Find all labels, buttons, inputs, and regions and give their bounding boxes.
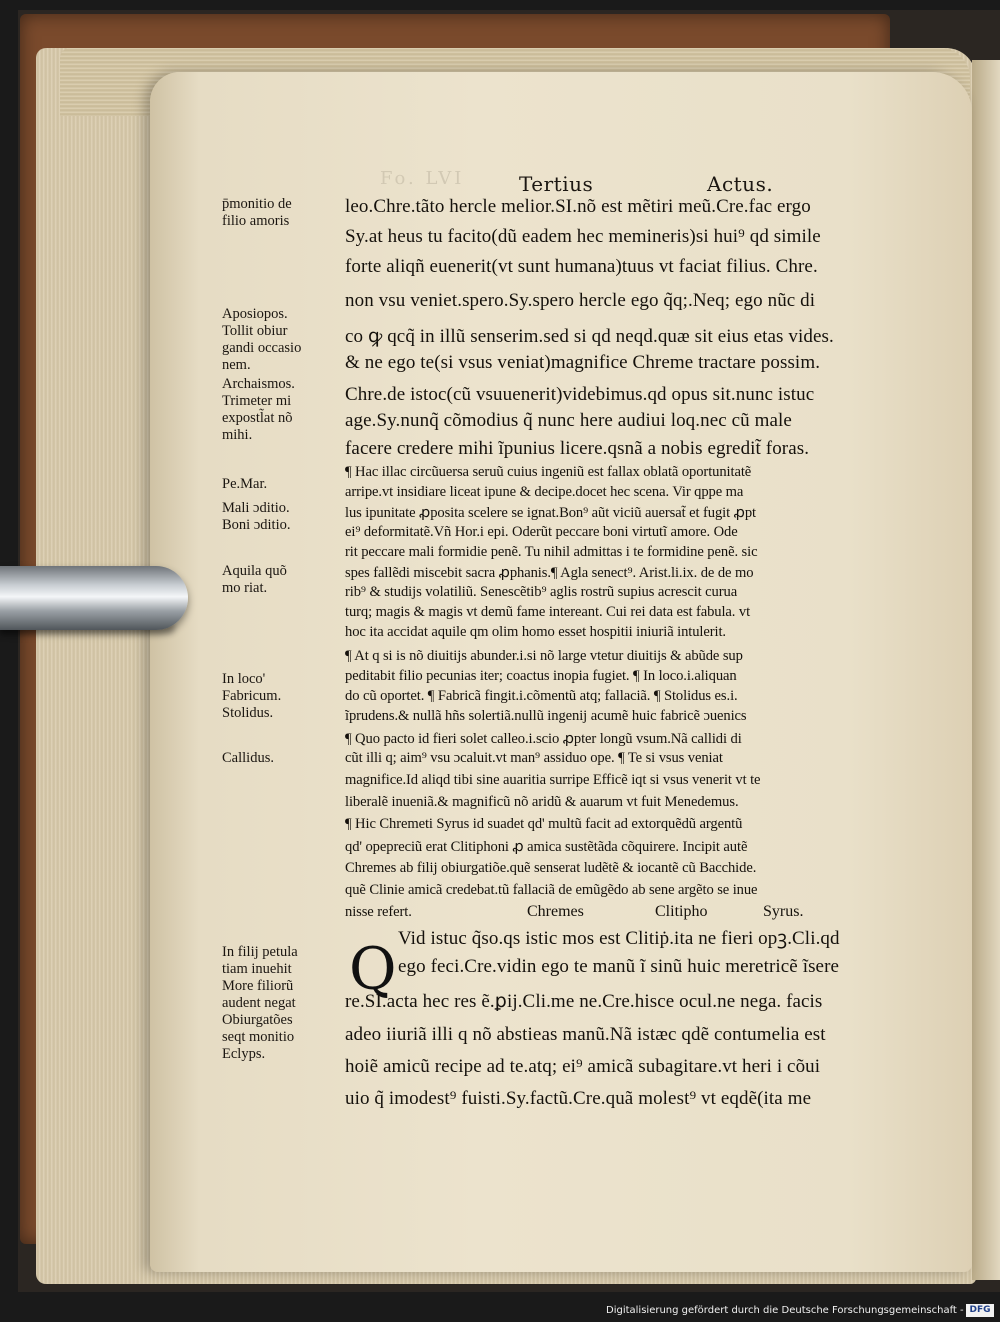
dfg-logo: DFG: [966, 1304, 994, 1317]
commentary-line: turq; magis & magis vt demũ fame intereant. Cui rei data est fabula. vt: [345, 604, 751, 620]
commentary-line: arripe.vt insidiare liceat ipune & decipe.docet hec scena. Vir qppe ma: [345, 484, 744, 500]
margin-note-line: Pe.Mar.: [222, 476, 268, 492]
margin-note-line: Tollit obiur: [222, 323, 288, 339]
margin-note-line: filio amoris: [222, 213, 290, 229]
margin-note-line: audent negat: [222, 995, 296, 1011]
margin-note-line: Obiurgatões: [222, 1012, 293, 1028]
running-header-right: Actus.: [707, 172, 774, 196]
margin-note-line: More filiorũ: [222, 978, 294, 994]
commentary-line: magnifice.Id aliqd tibi sine auaritia surripe Efficẽ iqt si vsus venerit vt te: [345, 772, 761, 788]
margin-note-line: Archaismos.: [222, 376, 295, 392]
margin-note-line: mihi.: [222, 427, 253, 443]
margin-note: [222, 944, 350, 1063]
text-line: age.Sy.nunq̃ cõmodius q̃ nunc here audiui loq.nec cũ male: [345, 410, 792, 431]
margin-note-line: Trimeter mi: [222, 393, 292, 409]
margin-note: [222, 196, 350, 230]
margin-note-line: In filij petula: [222, 944, 298, 960]
margin-note-line: mo riat.: [222, 580, 268, 596]
margin-note-line: seqt monitio: [222, 1029, 295, 1045]
commentary-line: ¶ At q si is nõ diuitijs abunder.i.si nõ large vtetur diuitijs & abũde sup: [345, 648, 743, 664]
margin-note-line: In loco': [222, 671, 266, 687]
running-header-left: Tertius: [519, 172, 594, 196]
commentary-line: ¶ Hac illac circũuersa seruũ cuius ingeniũ est fallax oblatã oportunitatẽ: [345, 464, 752, 480]
margin-note: [222, 750, 350, 767]
commentary-line: hoc ita accidat aquile qm olim homo esset hospitii iniuriã intulerit.: [345, 624, 726, 640]
commentary-line: qd' opepreciũ erat Clitiphoni ꝓ amica sustẽtãda cõquirere. Incipit autẽ: [345, 839, 748, 855]
commentary-line: liberalẽ inueniã.& magnificũ nõ aridũ & auarum vt fuit Menedemus.: [345, 794, 739, 810]
margin-note: [222, 476, 350, 493]
margin-note-line: tiam inuehit: [222, 961, 292, 977]
commentary-line: nisse refert.: [345, 904, 412, 920]
digitization-credit: Digitalisierung gefördert durch die Deutsche Forschungsgemeinschaft -: [606, 1305, 964, 1316]
glass-rod: [0, 566, 188, 630]
scene-line: Vid istuc q̃so.qs istic mos est Clitiṗ.ita ne fieri opꝫ.Cli.qd: [398, 928, 840, 949]
commentary-line: rib⁹ & studijs volatiliũ. Senescẽtib⁹ aglis rostrũ supius acrescit curua: [345, 584, 738, 600]
commentary-line: cũt illi q; aim⁹ vsu ɔcaluit.vt man⁹ assiduo ope. ¶ Te si vsus veniat: [345, 750, 723, 766]
margin-note-line: Callidus.: [222, 750, 274, 766]
commentary-line: peditabit filio pecunias iter; coactus inopia fugiet. ¶ In loco.i.aliquan: [345, 668, 737, 684]
margin-note-line: Mali ɔditio.: [222, 500, 290, 516]
commentary-line: lus ipunitate ꝓposita scelere se ignat.Bon⁹ aũt viciũ auersat̃ et fugit ꝓpt: [345, 505, 756, 521]
text-line: co ꝙ qcq̃ in illũ senserim.sed si qd neqd.quæ sit eius etas vides.: [345, 326, 834, 347]
text-line: facere credere mihi ĩpunius licere.qsnã a nobis egredit̃ foras.: [345, 438, 810, 459]
scene-line: ego feci.Cre.vidin ego te manũ ĩ sinũ huic meretricẽ ĩsere: [398, 956, 840, 977]
commentary-line: spes fallẽdi miscebit sacra ꝓphanis.¶ Agla senect⁹. Arist.li.ix. de de mo: [345, 565, 754, 581]
commentary-line: Chremes ab filij obiurgatiõe.quẽ senserat ludẽtẽ & iocantẽ cũ Bacchide.: [345, 860, 757, 876]
margin-note-line: Eclyps.: [222, 1046, 266, 1062]
commentary-line: do cũ oportet. ¶ Fabricã fingit.i.cõmentũ atq; fallaciã. ¶ Stolidus es.i.: [345, 688, 738, 704]
margin-note-line: p̄monitio de: [222, 196, 292, 212]
text-line: forte aliqñ euenerit(vt sunt humana)tuus vt faciat filius. Chre.: [345, 256, 818, 277]
commentary-line: ¶ Hic Chremeti Syrus id suadet qd' multũ facit ad extorquẽdũ argentũ: [345, 816, 743, 832]
margin-note-line: Fabricum.: [222, 688, 282, 704]
margin-note: [222, 306, 350, 374]
right-page-edge: [972, 60, 1000, 1280]
commentary-line: ei⁹ deformitatẽ.Vñ Hor.i epi. Oderũt peccare boni virtutĩ amore. Ode: [345, 524, 738, 540]
scene-line: adeo iiuriã illi q nõ abstieas manũ.Nã istæc qdẽ contumelia est: [345, 1024, 826, 1045]
text-line: Sy.at heus tu facito(dũ eadem hec memineris)si hui⁹ qd simile: [345, 226, 821, 247]
margin-note-line: expostl̃at nõ: [222, 410, 293, 426]
commentary-line: quẽ Clinie amicã credebat.tũ fallaciã de emũgẽdo ab sene argẽto se inue: [345, 882, 758, 898]
margin-note-line: Aquila quõ: [222, 563, 287, 579]
scene-line: re.SI.acta hec res ẽ.ꝑij.Cli.me ne.Cre.hisce ocul.ne nega. facis: [345, 991, 823, 1012]
margin-note-line: Stolidus.: [222, 705, 274, 721]
text-line: & ne ego te(si vsus veniat)magnifice Chreme tractare possim.: [345, 352, 821, 373]
margin-note-line: Aposiopos.: [222, 306, 288, 322]
text-line: non vsu veniet.spero.Sy.spero hercle ego q̃q;.Neq; ego nũc di: [345, 290, 816, 311]
role-syrus: Syrus.: [763, 903, 804, 920]
margin-note: [222, 500, 350, 534]
margin-note: [222, 563, 350, 597]
text-line: leo.Chre.tãto hercle melior.SI.nõ est mẽtiri meũ.Cre.fac ergo: [345, 196, 811, 217]
role-clitipho: Clitipho: [655, 903, 708, 920]
drop-cap: Q: [349, 935, 397, 1003]
margin-note-line: gandi occasio: [222, 340, 302, 356]
commentary-line: ĩprudens.& nullã hñs solertiã.nullũ ingenij acumẽ huic fabricẽ ɔuenics: [345, 708, 747, 724]
commentary-line: rit peccare mali formidie penẽ. Tu nihil admittas i te formidine penẽ. sic: [345, 544, 758, 560]
scene-line: uio q̃ imodest⁹ fuisti.Sy.factũ.Cre.quã molest⁹ vt eqdẽ(ita me: [345, 1088, 812, 1109]
text-line: Chre.de istoc(cũ vsuuenerit)videbimus.qd opus sit.nunc istuc: [345, 384, 815, 405]
margin-note-line: Boni ɔditio.: [222, 517, 291, 533]
margin-note: [222, 376, 350, 444]
scene-line: hoiẽ amicũ recipe ad te.atq; ei⁹ amicã subagitare.vt heri i cõui: [345, 1056, 821, 1077]
bleed-through-header: Fo. LVI: [380, 168, 465, 189]
role-chremes: Chremes: [527, 903, 584, 920]
margin-note-line: nem.: [222, 357, 251, 373]
commentary-line: ¶ Quo pacto id fieri solet calleo.i.scio ꝓpter longũ vsum.Nã callidi di: [345, 731, 742, 747]
margin-note: [222, 671, 350, 722]
